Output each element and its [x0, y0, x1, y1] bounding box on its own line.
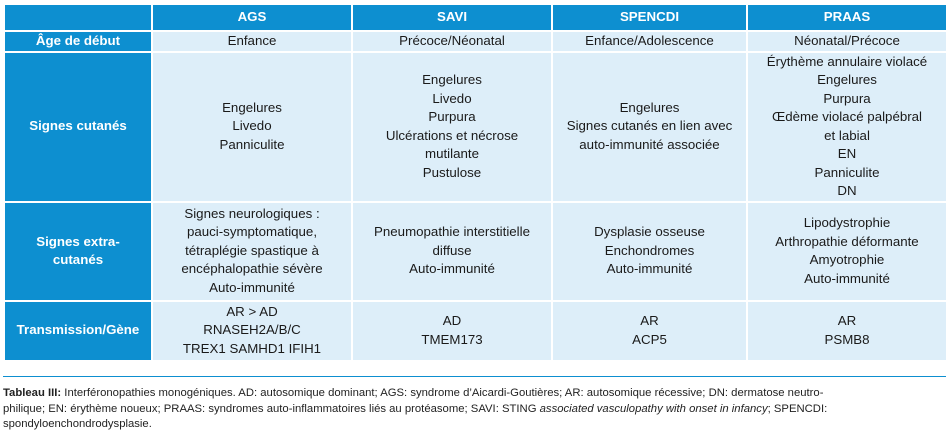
cell-line: tétraplégie spastique à	[185, 242, 319, 258]
cell-line: Engelures	[817, 72, 877, 87]
cell-line: EN	[837, 146, 857, 161]
cell-praas	[747, 52, 947, 202]
caption-text-2: philique; EN: érythème noueux; PRAAS: syndromes auto-inflammatoires liés au protéasome; SAVI: STING	[3, 402, 540, 415]
cell-line: AR > AD	[226, 303, 278, 319]
cell-spencdi	[552, 202, 747, 301]
cell-ags	[152, 31, 352, 52]
cell-line: Arthropathie déformante	[775, 233, 919, 249]
caption-italic: associated vasculopathy with onset in infancy	[539, 402, 768, 415]
row-label: Transmission/Gène	[4, 301, 152, 361]
cell-line: mutilante	[425, 146, 479, 161]
cell-spencdi	[552, 301, 747, 361]
table-caption	[3, 386, 945, 433]
cell-line: Auto-immunité	[409, 261, 495, 277]
cell-line: TMEM173	[421, 331, 483, 347]
caption-text-1: Interféronopathies monogéniques. AD: autosomique dominant; AGS: syndrome d’Aicardi-Goutières; AR: autosomique récessive; DN: dermatose neutro-	[61, 387, 824, 399]
cell-spencdi	[552, 31, 747, 52]
cell-line: Précoce/Néonatal	[399, 33, 505, 48]
cell-line: Purpura	[428, 109, 476, 124]
cell-line: TREX1 SAMHD1 IFIH1	[182, 340, 322, 356]
cell-line: Néonatal/Précoce	[794, 33, 900, 48]
cell-line: Panniculite	[219, 136, 285, 152]
cell-line: Pneumopathie interstitielle	[374, 224, 530, 240]
cell-line: Érythème annulaire violacé	[766, 53, 928, 69]
cell-spencdi	[552, 52, 747, 202]
cell-praas	[747, 301, 947, 361]
row-label-line: cutanés	[52, 252, 104, 267]
header-ags: AGS	[152, 4, 352, 31]
cell-line: Engelures	[619, 99, 680, 115]
header-savi: SAVI	[352, 4, 552, 31]
caption-label: Tableau III:	[3, 387, 62, 399]
cell-line: Signes neurologiques :	[184, 205, 320, 221]
row-signes-cutanes	[4, 52, 947, 202]
cell-line: RNASEH2A/B/C	[203, 322, 301, 338]
cell-line: Pustulose	[422, 164, 482, 180]
cell-line: Enfance	[227, 33, 277, 48]
cell-line: Amyotrophie	[809, 252, 885, 267]
cell-line: Œdème violacé palpébral	[771, 109, 923, 124]
cell-line: auto-immunité associée	[579, 136, 720, 152]
cell-line: Lipodystrophie	[803, 215, 891, 230]
cell-line: Enfance/Adolescence	[585, 33, 714, 48]
header-praas: PRAAS	[747, 4, 947, 31]
caption-text-3: ; SPENCDI:	[767, 402, 828, 415]
cell-line: Signes cutanés en lien avec	[566, 118, 733, 134]
cell-line: Livedo	[432, 90, 472, 106]
cell-savi	[352, 52, 552, 202]
caption-text-4: spondyloenchondrodysplasie.	[3, 418, 152, 430]
cell-line: diffuse	[432, 242, 472, 258]
cell-line: et labial	[824, 127, 870, 143]
cell-line: Panniculite	[814, 164, 880, 180]
cell-line: Enchondromes	[604, 242, 695, 258]
row-signes-extra-cutanes	[4, 202, 947, 301]
cell-line: Dysplasie osseuse	[594, 224, 705, 240]
cell-line: Auto-immunité	[209, 279, 295, 295]
row-label	[4, 202, 152, 301]
row-age-debut	[4, 31, 947, 52]
row-label: Âge de début	[4, 31, 152, 52]
header-row	[4, 4, 947, 31]
cell-line: AR	[837, 313, 857, 328]
cell-ags	[152, 202, 352, 301]
cell-savi	[352, 202, 552, 301]
cell-line: Auto-immunité	[606, 261, 693, 277]
cell-ags	[152, 301, 352, 361]
cell-line: DN	[837, 183, 857, 198]
cell-line: Auto-immunité	[804, 270, 890, 286]
row-label: Signes cutanés	[4, 52, 152, 202]
cell-line: PSMB8	[824, 331, 870, 347]
cell-line: ACP5	[632, 331, 667, 347]
cell-line: AD	[442, 313, 462, 328]
cell-line: Ulcérations et nécrose	[385, 127, 519, 143]
cell-line: pauci-symptomatique,	[186, 224, 318, 240]
caption-divider	[3, 376, 946, 377]
cell-line: AR	[640, 313, 659, 328]
cell-line: encéphalopathie sévère	[181, 261, 323, 277]
header-spencdi: SPENCDI	[552, 4, 747, 31]
interferonopathies-table	[3, 3, 948, 362]
cell-savi	[352, 31, 552, 52]
cell-line: Livedo	[232, 118, 272, 134]
cell-praas	[747, 31, 947, 52]
cell-line: Engelures	[222, 99, 282, 115]
row-transmission-gene	[4, 301, 947, 361]
cell-line: Purpura	[823, 90, 871, 106]
cell-ags	[152, 52, 352, 202]
header-empty	[4, 4, 152, 31]
cell-savi	[352, 301, 552, 361]
row-label-line: Signes extra-	[36, 233, 120, 249]
cell-line: Engelures	[422, 72, 482, 87]
cell-praas	[747, 202, 947, 301]
